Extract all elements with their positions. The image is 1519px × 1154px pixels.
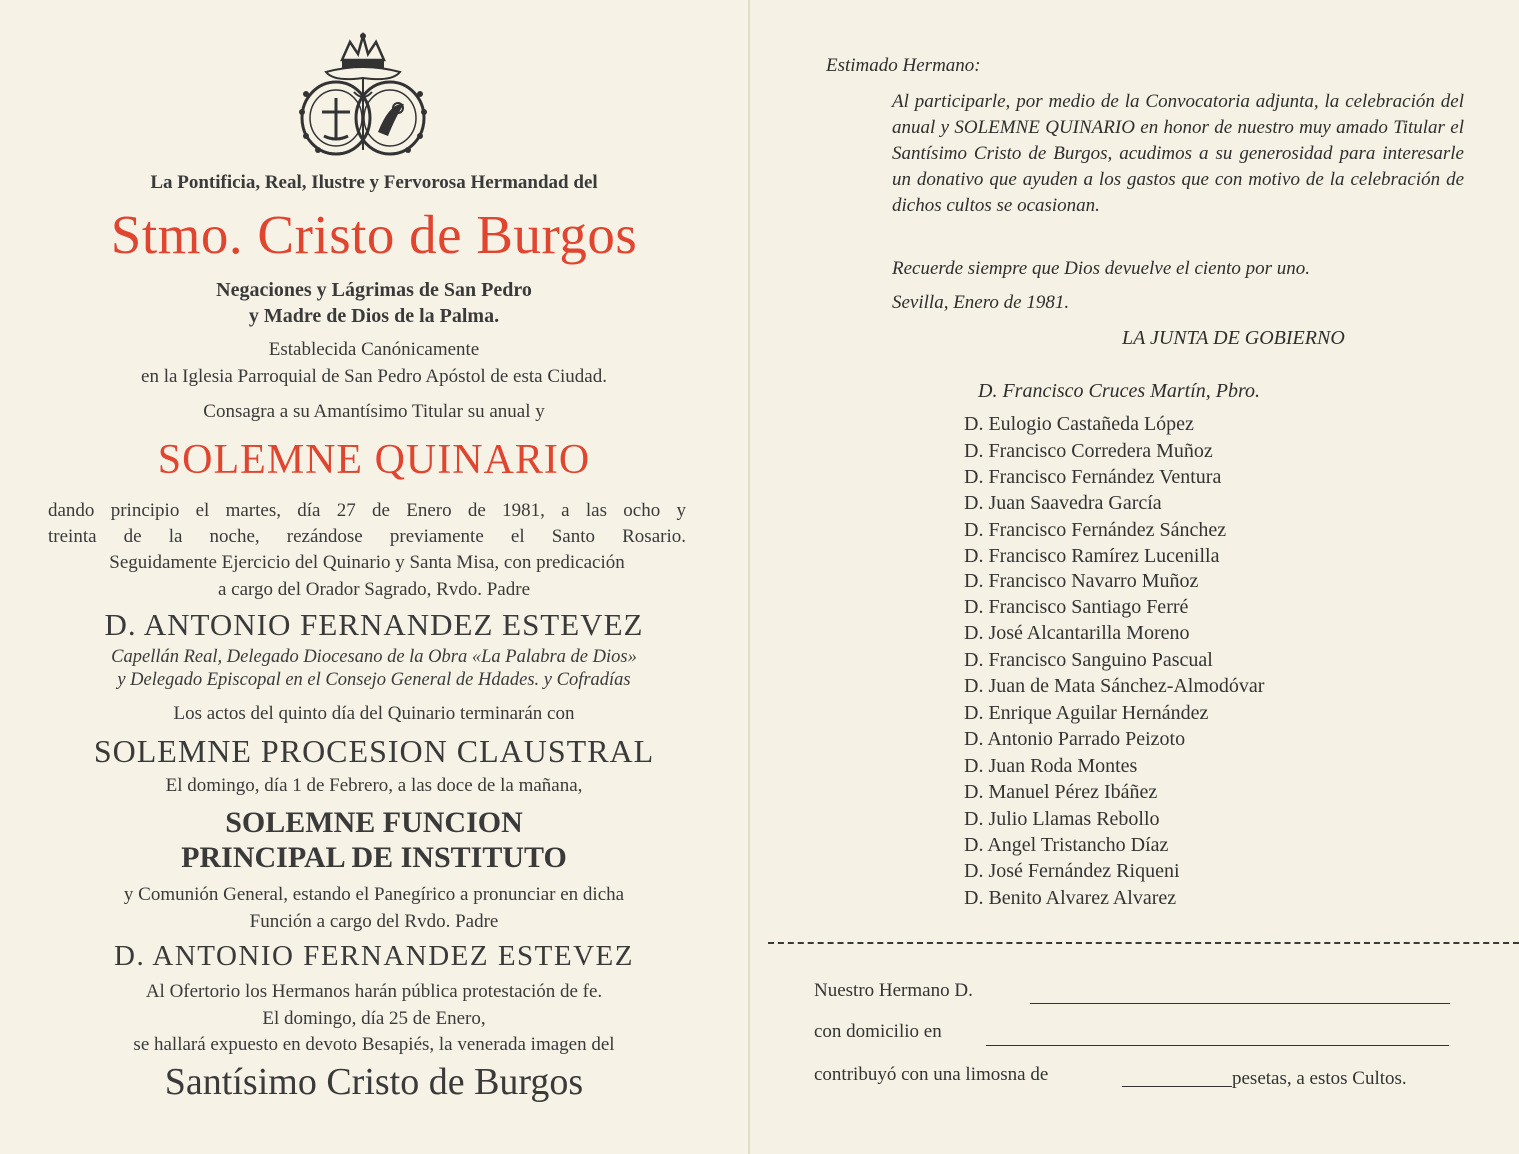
board-signature: LA JUNTA DE GOBIERNO <box>1122 327 1345 349</box>
ofertorio-line: Al Ofertorio los Hermanos harán pública protestación de fe. <box>145 981 603 1002</box>
preacher-name-1: D. ANTONIO FERNANDEZ ESTEVEZ <box>104 607 644 642</box>
board-member: D. Francisco Corredera Muñoz <box>964 440 1213 462</box>
brotherhood-crest-icon <box>292 32 434 158</box>
body-line-3: Seguidamente Ejercicio del Quinario y Santa Misa, con predicación <box>109 552 625 573</box>
funcion-heading-1: SOLEMNE FUNCION <box>225 806 523 839</box>
subtitle-line-1: Negaciones y Lágrimas de San Pedro <box>216 279 532 301</box>
board-member: D. Juan Saavedra García <box>964 492 1162 514</box>
board-member: D. Francisco Ramírez Lucenilla <box>964 545 1220 567</box>
reminder-line: Recuerde siempre que Dios devuelve el ciento por uno. <box>892 258 1311 279</box>
page-title: Stmo. Cristo de Burgos <box>110 204 638 265</box>
letter-paragraph: Al participarle, por medio de la Convocatoria adjunta, la celebración del anual y SOLEMNE QUINARIO en honor de nuestro muy amado Titular el Santísimo Cristo de Burgos, acudimos a su generosidad para interesarle un donativo que ayuden a los gastos que con motivo de la celebración de dichos cultos se ocasionan. <box>892 91 1464 216</box>
consagra-line: Consagra a su Amantísimo Titular su anual y <box>203 401 545 422</box>
address-field-label: con domicilio en <box>814 1021 942 1042</box>
domingo-febrero-line: El domingo, día 1 de Febrero, a las doce de la mañana, <box>165 775 583 796</box>
brotherhood-header: La Pontificia, Real, Ilustre y Fervorosa Hermandad del <box>150 172 598 193</box>
board-member: D. Francisco Sanguino Pascual <box>964 649 1213 671</box>
established-line-1: Establecida Canónicamente <box>268 339 480 360</box>
board-member: D. Juan Roda Montes <box>964 755 1138 777</box>
comunion-line-2: Función a cargo del Rvdo. Padre <box>249 911 499 932</box>
tear-off-line <box>768 942 1519 944</box>
subtitle-line-2: y Madre de Dios de la Palma. <box>248 305 500 327</box>
board-member: D. José Fernández Riqueni <box>964 860 1180 882</box>
preacher-title-line-2: y Delegado Episcopal en el Consejo General de Hdades. y Cofradías <box>117 670 631 690</box>
board-member: D. Angel Tristancho Díaz <box>964 834 1169 856</box>
board-member: D. Antonio Parrado Peizoto <box>964 728 1186 750</box>
board-member: D. Julio Llamas Rebollo <box>964 808 1160 830</box>
comunion-line-1: y Comunión General, estando el Panegírico a pronunciar en dicha <box>123 884 625 905</box>
name-field-label: Nuestro Hermano D. <box>814 980 973 1001</box>
address-field-line[interactable] <box>986 1045 1449 1046</box>
convocatoria-page <box>0 0 748 1154</box>
date-line: Sevilla, Enero de 1981. <box>892 292 1070 313</box>
board-member: D. Juan de Mata Sánchez-Almodóvar <box>964 675 1265 697</box>
president-name: D. Francisco Cruces Martín, Pbro. <box>978 380 1261 402</box>
board-member: D. Benito Alvarez Alvarez <box>964 887 1177 909</box>
body-line-4: a cargo del Orador Sagrado, Rvdo. Padre <box>218 579 530 600</box>
board-member: D. Enrique Aguilar Hernández <box>964 702 1209 724</box>
greeting: Estimado Hermano: <box>826 55 981 76</box>
donation-amount-line[interactable] <box>1122 1086 1232 1087</box>
closing-title: Santísimo Cristo de Burgos <box>164 1061 584 1103</box>
board-member: D. José Alcantarilla Moreno <box>964 622 1190 644</box>
domingo-enero-line: El domingo, día 25 de Enero, <box>262 1008 486 1029</box>
besapies-line: se hallará expuesto en devoto Besapiés, la venerada imagen del <box>133 1034 615 1055</box>
preacher-name-2: D. ANTONIO FERNANDEZ ESTEVEZ <box>114 940 634 972</box>
board-member: D. Eulogio Castañeda López <box>964 413 1194 435</box>
quinario-heading: SOLEMNE QUINARIO <box>157 437 591 483</box>
quinto-line: Los actos del quinto día del Quinario terminarán con <box>173 703 575 724</box>
body-line-1: dando principio el martes, día 27 de Enero de 1981, a las ocho y <box>48 500 686 521</box>
board-member: D. Francisco Santiago Ferré <box>964 596 1189 618</box>
preacher-title-line-1: Capellán Real, Delegado Diocesano de la Obra «La Palabra de Dios» <box>111 647 637 667</box>
board-member: D. Francisco Fernández Sánchez <box>964 519 1227 541</box>
donation-suffix: pesetas, a estos Cultos. <box>1232 1068 1407 1089</box>
donation-field-label: contribuyó con una limosna de <box>814 1064 1049 1085</box>
board-member: D. Francisco Fernández Ventura <box>964 466 1222 488</box>
funcion-heading-2: PRINCIPAL DE INSTITUTO <box>181 841 567 874</box>
board-member: D. Manuel Pérez Ibáñez <box>964 781 1158 803</box>
established-line-2: en la Iglesia Parroquial de San Pedro Apóstol de esta Ciudad. <box>141 366 607 387</box>
procesion-heading: SOLEMNE PROCESION CLAUSTRAL <box>93 733 655 769</box>
body-line-2: treinta de la noche, rezándose previamente el Santo Rosario. <box>48 526 686 547</box>
name-field-line[interactable] <box>1030 1003 1450 1004</box>
board-member: D. Francisco Navarro Muñoz <box>964 570 1199 592</box>
